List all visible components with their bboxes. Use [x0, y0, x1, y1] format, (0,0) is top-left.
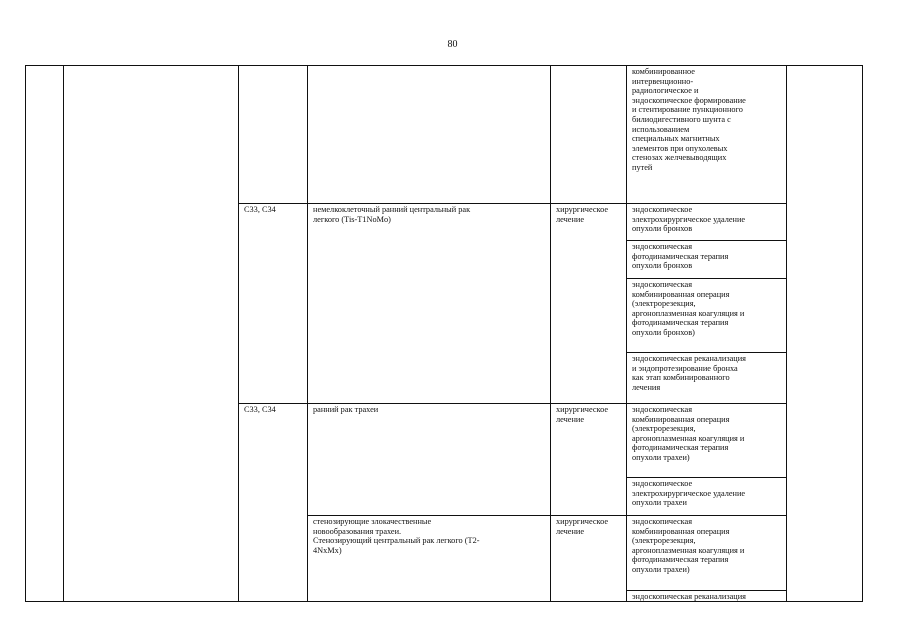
column-divider: [626, 66, 627, 601]
method-divider: [626, 352, 786, 353]
column-divider: [63, 66, 64, 601]
column-divider: [307, 66, 308, 601]
method-cell: эндоскопическая реканализация: [632, 592, 746, 601]
method-cell: эндоскопическая реканализация и эндопротезирование бронха как этап комбинированного лечения: [632, 354, 746, 392]
method-cell: комбинированное интервенционно- радиологическое и эндоскопическое формирование и стентирование пункционного билиодигестивного шунта с использованием специальных магнитных элементов при опухолевых стенозах желчевыводящих путей: [632, 67, 746, 172]
diagnosis-cell: немелкоклеточный ранний центральный рак легкого (Tis-T1NoMo): [313, 205, 471, 224]
column-divider: [238, 66, 239, 601]
row-divider: [238, 403, 786, 404]
column-divider: [550, 66, 551, 601]
method-cell: эндоскопическая фотодинамическая терапия опухоли бронхов: [632, 242, 729, 271]
treatment-type-cell: хирургическое лечение: [556, 205, 609, 224]
method-cell: эндоскопическое электрохирургическое удаление опухоли бронхов: [632, 205, 746, 234]
treatment-type-cell: хирургическое лечение: [556, 517, 609, 536]
method-cell: эндоскопическая комбинированная операция (электрорезекция, аргоноплазменная коагуляция и фотодинамическая терапия опухоли трахеи): [632, 517, 745, 574]
method-divider: [626, 477, 786, 478]
diagnosis-cell: ранний рак трахеи: [313, 405, 379, 414]
method-divider: [626, 278, 786, 279]
method-cell: эндоскопическая комбинированная операция (электрорезекция, аргоноплазменная коагуляция и фотодинамическая терапия опухоли бронхов): [632, 280, 745, 337]
icd-code-cell: C33, C34: [244, 205, 276, 214]
procedures-table: [25, 65, 863, 602]
column-divider: [786, 66, 787, 601]
row-divider: [307, 515, 786, 516]
method-divider: [626, 590, 786, 591]
page-number: 80: [447, 39, 458, 50]
icd-code-cell: C33, C34: [244, 405, 276, 414]
row-divider: [238, 203, 786, 204]
method-divider: [626, 240, 786, 241]
diagnosis-cell: стенозирующие злокачественные новообразования трахеи. Стенозирующий центральный рак легкого (T2- 4NxMx): [313, 517, 480, 555]
method-cell: эндоскопическое электрохирургическое удаление опухоли трахеи: [632, 479, 746, 508]
method-cell: эндоскопическая комбинированная операция (электрорезекция, аргоноплазменная коагуляция и фотодинамическая терапия опухоли трахеи): [632, 405, 745, 462]
treatment-type-cell: хирургическое лечение: [556, 405, 609, 424]
